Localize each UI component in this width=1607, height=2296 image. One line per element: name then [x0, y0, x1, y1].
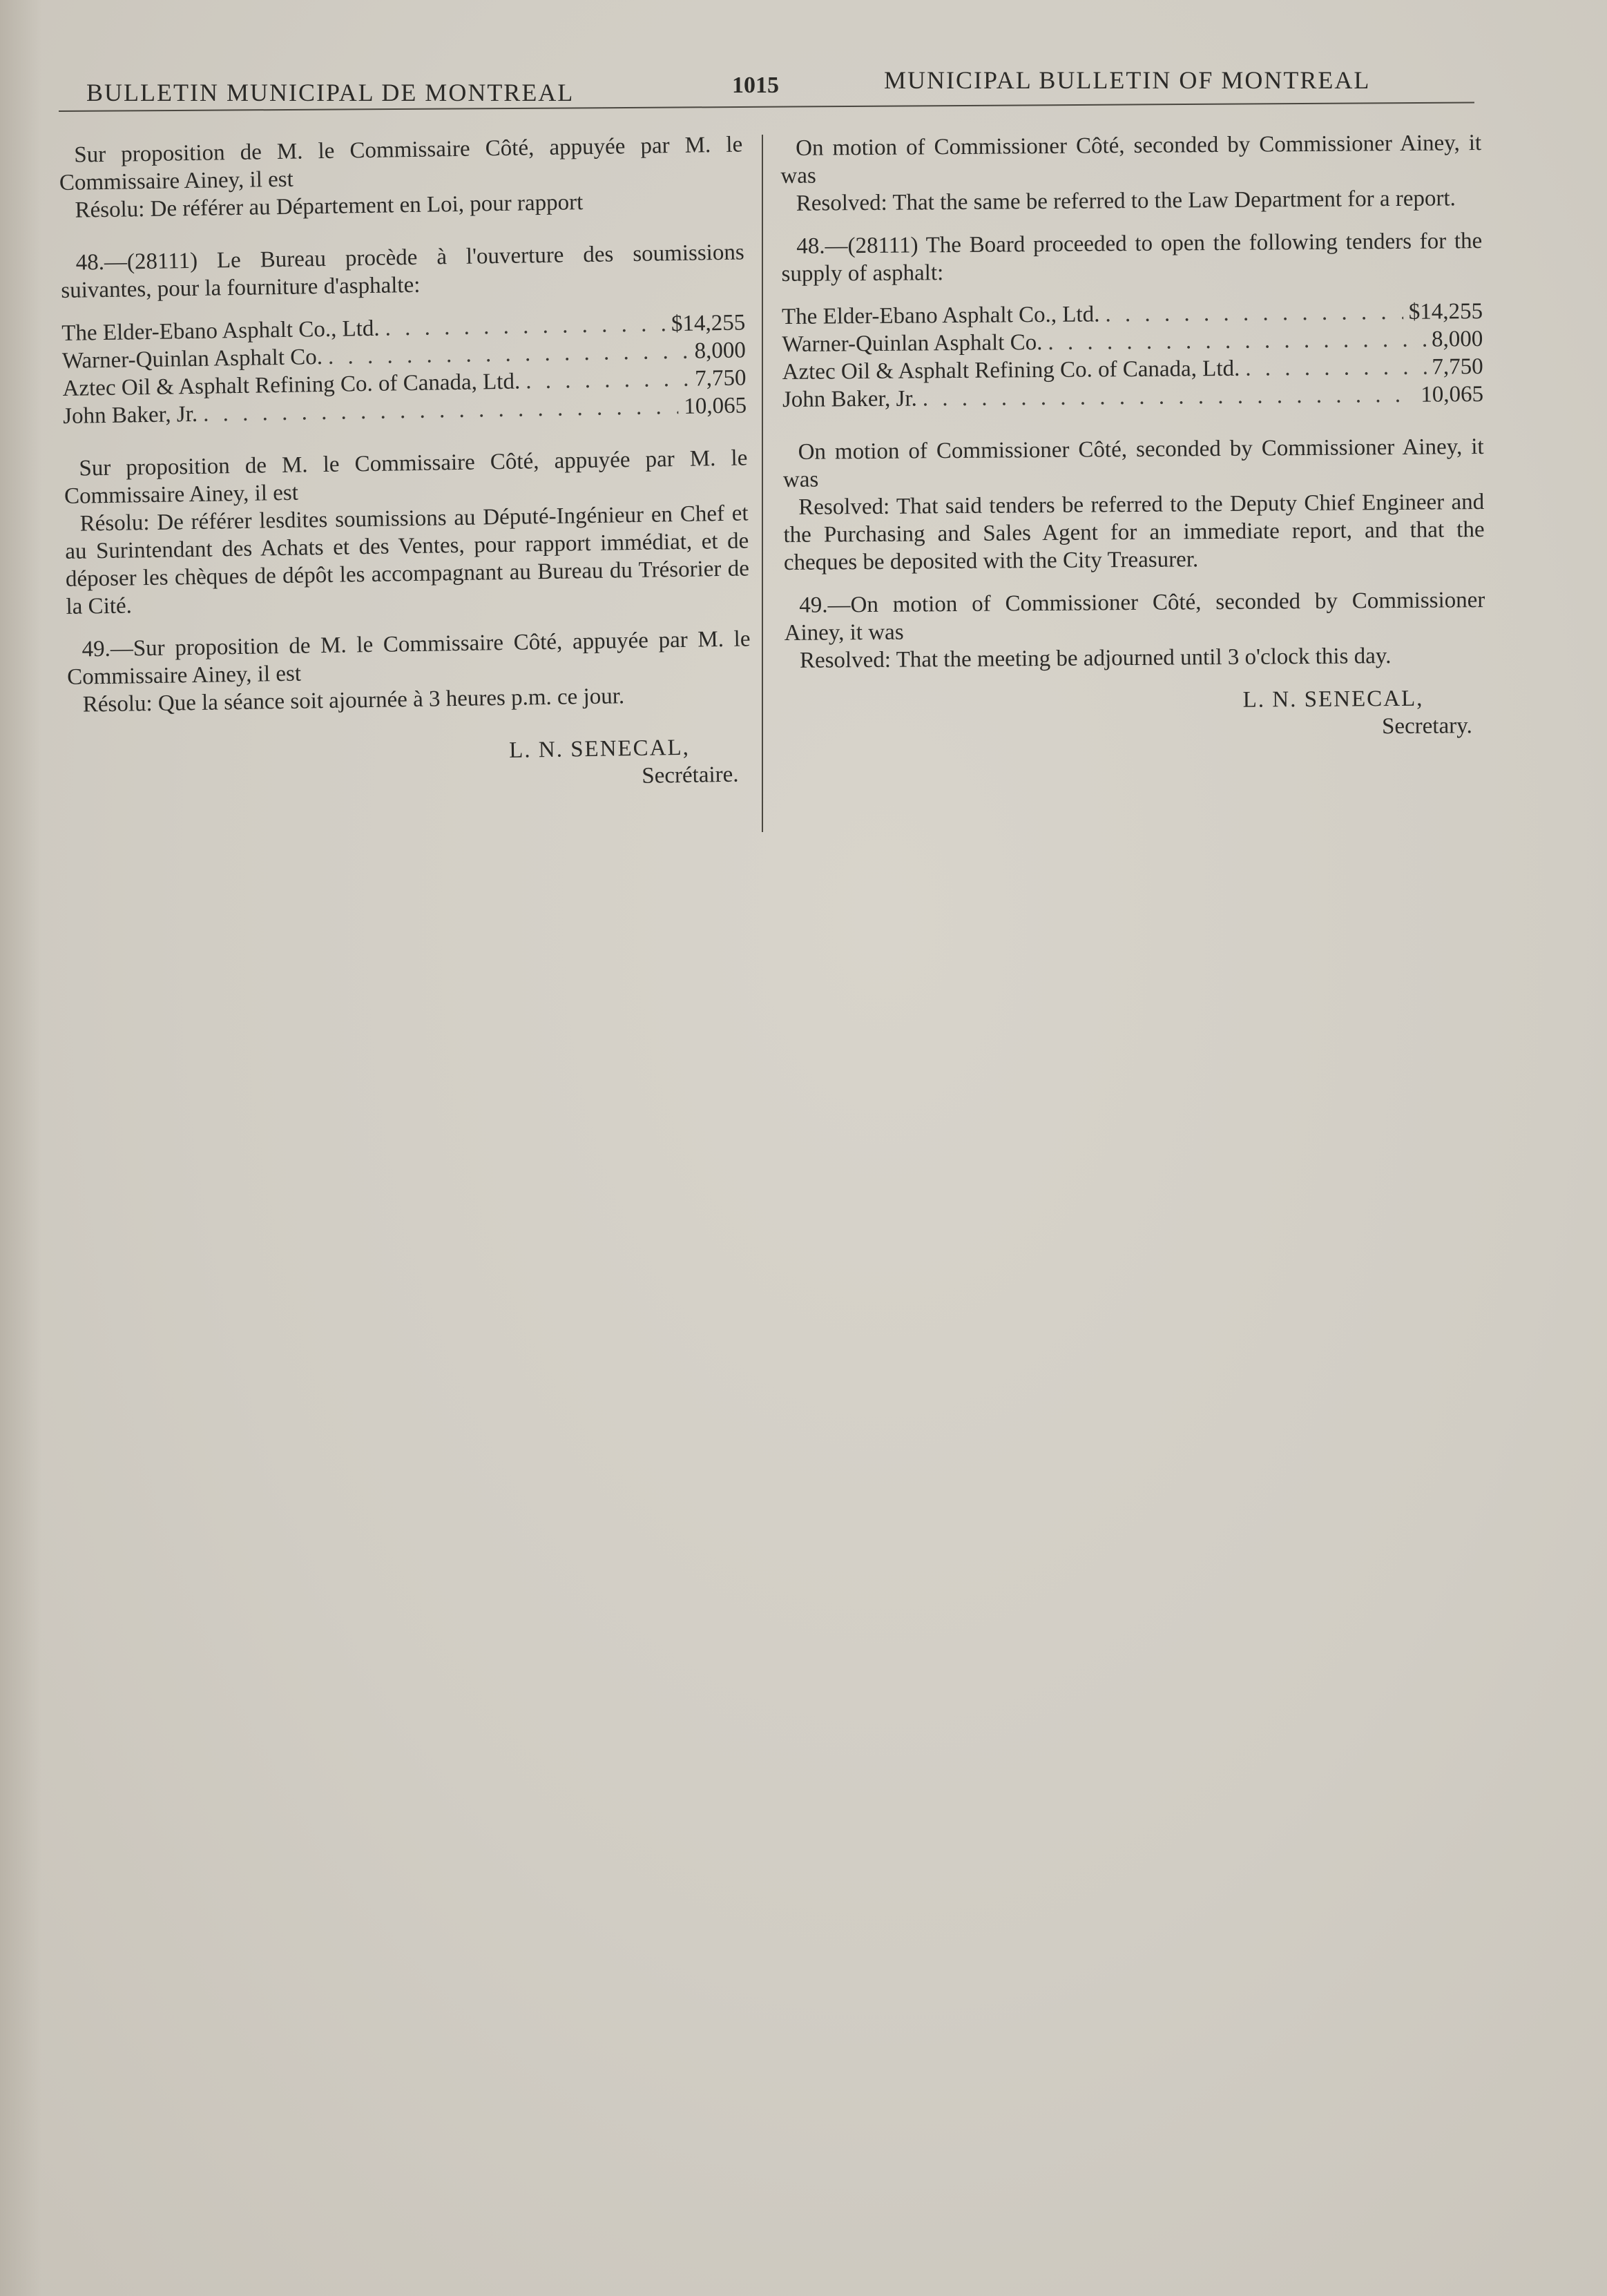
signature-name: L. N. SENECAL,	[508, 735, 691, 763]
english-resolution-3: Resolved: That the meeting be adjourned until 3 o'clock this day.	[799, 644, 1392, 673]
english-item-49: 49.—On motion of Commissioner Côté, seconded by Commissioner Ainey, it was	[784, 588, 1485, 646]
dot-leader	[1245, 354, 1426, 383]
tender-name: Aztec Oil & Asphalt Refining Co. of Canada, Ltd.	[62, 369, 521, 401]
english-column	[780, 129, 1486, 745]
signature-name: L. N. SENECAL,	[1242, 686, 1424, 713]
tender-name: Aztec Oil & Asphalt Refining Co. of Canada, Ltd.	[782, 356, 1240, 385]
tender-amount: 8,000	[694, 338, 747, 364]
english-motion-1: On motion of Commissioner Côté, seconded by Commissioner Ainey, it was	[780, 131, 1482, 189]
tender-name: The Elder-Ebano Asphalt Co., Ltd.	[61, 316, 380, 346]
tender-amount: 8,000	[1431, 327, 1483, 352]
tender-name: Warner-Quinlan Asphalt Co.	[61, 345, 323, 374]
tender-name: Warner-Quinlan Asphalt Co.	[782, 330, 1043, 357]
tender-amount: 10,065	[1421, 382, 1484, 407]
tender-name: John Baker, Jr.	[62, 401, 198, 429]
french-item-49: 49.—Sur proposition de M. le Commissaire Côté, appuyée par M. le Commissaire Ainey, il est	[66, 626, 751, 690]
dot-leader	[923, 381, 1416, 413]
signature-title: Secrétaire.	[642, 762, 739, 789]
english-signature	[785, 684, 1486, 745]
signature-title: Secretary.	[1381, 713, 1472, 740]
tender-name: John Baker, Jr.	[782, 386, 917, 412]
english-motion-2: On motion of Commissioner Côté, seconded by Commissioner Ainey, it was	[782, 434, 1484, 492]
english-resolution-1: Resolved: That the same be referred to the Law Department for a report.	[796, 186, 1456, 216]
dot-leader	[526, 365, 690, 396]
page-edge-shadow	[0, 0, 41, 2296]
french-tender-list	[61, 309, 747, 430]
french-motion-1: Sur proposition de M. le Commissaire Côté, appuyée par M. le Commissaire Ainey, il est	[59, 132, 743, 195]
french-motion-2: Sur proposition de M. le Commissaire Côté, appuyée par M. le Commissaire Ainey, il est	[64, 445, 748, 509]
tender-amount: $14,255	[671, 310, 746, 337]
dot-leader	[385, 310, 666, 342]
page-number: 1015	[732, 73, 779, 98]
tender-amount: 7,750	[1432, 354, 1483, 380]
dot-leader	[1105, 298, 1403, 328]
dot-leader	[1048, 326, 1426, 356]
french-resolution-2: Résolu: De référer lesdites soumissions au Député-Ingénieur en Chef et au Surintendant des Achats et des Ventes, pour rapport immédiat, et de déposer les chèques de dépôt les accompagnant au Bureau du Trésorier de la Cité.	[65, 501, 750, 619]
french-item-48: 48.—(28111) Le Bureau procède à l'ouverture des soumissions suivantes, pour la fourniture d'asphalte:	[61, 240, 744, 303]
column-divider	[762, 135, 763, 832]
english-item-48: 48.—(28111) The Board proceeded to open the following tenders for the supply of asphalt:	[781, 229, 1483, 287]
english-resolution-2: Resolved: That said tenders be referred to the Deputy Chief Engineer and the Purchasing and Sales Agent for an immediate report, and that the cheques be deposited with the City Treasurer.	[783, 490, 1485, 575]
header-english-title: MUNICIPAL BULLETIN OF MONTREAL	[884, 66, 1371, 94]
header-french-title: BULLETIN MUNICIPAL DE MONTREAL	[86, 79, 575, 106]
tender-amount: 7,750	[694, 365, 747, 392]
tender-row	[782, 380, 1483, 414]
english-tender-list	[782, 298, 1483, 414]
french-column	[59, 131, 753, 798]
tender-name: The Elder-Ebano Asphalt Co., Ltd.	[781, 302, 1100, 329]
french-resolution-3: Résolu: Que la séance soit ajournée à 3 heures p.m. ce jour.	[82, 684, 625, 717]
french-signature	[68, 733, 753, 799]
tender-amount: 10,065	[684, 393, 747, 419]
french-resolution-1: Résolu: De référer au Département en Loi, pour rapport	[75, 190, 584, 223]
tender-amount: $14,255	[1408, 299, 1483, 325]
